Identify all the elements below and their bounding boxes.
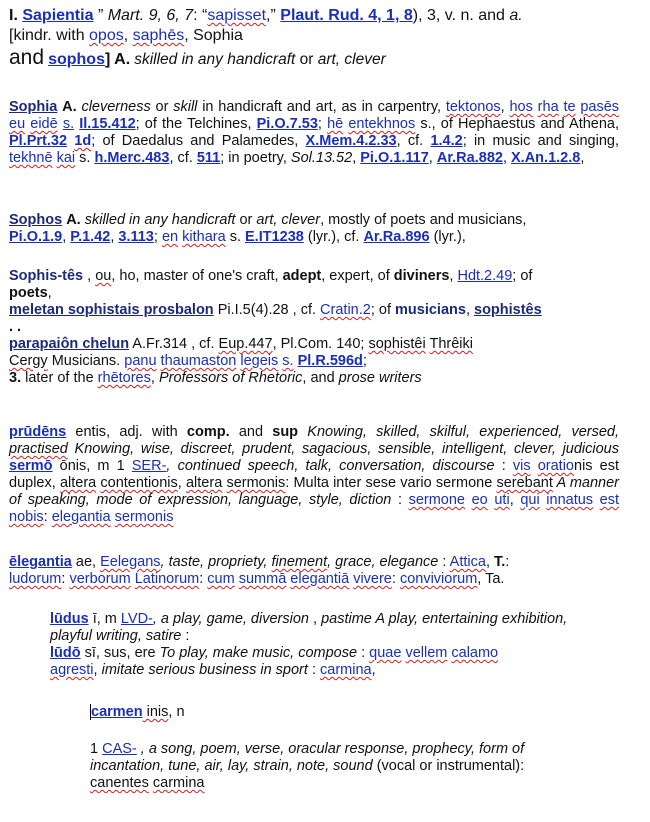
gloss: skill (173, 99, 198, 115)
link-vis[interactable]: vis (512, 458, 531, 474)
headword-elegantia[interactable]: ēlegantia (9, 554, 72, 570)
serebant: serebant (496, 475, 553, 491)
text: ; of the Telchines, (135, 116, 257, 132)
text: ; in poetry, (220, 150, 291, 166)
text: s., of Hephaestus and Athena, (415, 116, 620, 132)
text: ; of (370, 302, 396, 318)
sep: , (371, 662, 376, 678)
definition-2: art, clever (317, 51, 386, 68)
link-kithara[interactable]: kithara (182, 229, 226, 245)
t-abbrev: T. (494, 554, 506, 570)
ref-arra882[interactable]: Ar.Ra.882 (436, 150, 503, 166)
entry-carmen-def (90, 741, 560, 792)
text: (vocal or instrumental): (372, 758, 525, 774)
sep: : (181, 628, 190, 644)
gloss: Knowing, wise, discreet, prudent, sagacious, sensible, intelligent, clever, judicious (67, 441, 619, 457)
link-he[interactable]: hē (327, 116, 344, 132)
sep: : (391, 492, 409, 508)
sep: : (357, 645, 370, 661)
opos-link[interactable]: opos (89, 27, 124, 44)
text: ; (317, 116, 328, 132)
sup: sup (272, 424, 299, 440)
sep: : (199, 571, 208, 587)
text: , mostly of poets and musicians, (320, 212, 527, 228)
headword-prudens[interactable]: prūdēns (9, 424, 67, 440)
sep: , (123, 27, 133, 44)
sep: , (485, 554, 494, 570)
sense-a: ] A. (104, 51, 131, 68)
sep: , (428, 150, 437, 166)
gloss: prose writers (338, 370, 422, 386)
link-sermone[interactable]: sermone (408, 492, 465, 508)
text: (lyr.), (429, 229, 466, 245)
quote-open: “ (202, 7, 208, 24)
text: ae, (71, 554, 101, 570)
phrase-meletan[interactable]: meletan sophistais prosbalon (9, 302, 214, 318)
sense-a: A. (66, 212, 81, 228)
sense-3: 3. (9, 370, 22, 386)
link-legeis[interactable]: legeis (240, 353, 279, 369)
sep: , (47, 285, 52, 301)
text: ; of Daedalus and Palamedes, (91, 133, 306, 149)
ref-arra896[interactable]: Ar.Ra.896 (363, 229, 430, 245)
link-hos[interactable]: hos (509, 99, 533, 115)
colon: : (193, 7, 198, 24)
text: , Ta. (477, 571, 505, 587)
gloss: , a play, game, diversion (152, 611, 309, 627)
quote-mark: ” (97, 7, 104, 24)
ref-hdt[interactable]: Hdt.2.49 (457, 268, 513, 284)
musicians: musicians (395, 302, 466, 318)
link-eide[interactable]: eidē (30, 116, 58, 132)
link-latinorum[interactable]: Latinorum (134, 571, 200, 587)
link-conviviorum[interactable]: conviviorum (399, 571, 478, 587)
entry-sophos (9, 212, 619, 246)
contentionis: contentionis (100, 475, 178, 491)
entry-sapientia (9, 6, 619, 72)
entry-ludus (50, 611, 595, 679)
ref-pio753[interactable]: Pi.O.7.53 (256, 116, 318, 132)
sophistei: sophistêi (368, 336, 426, 352)
finement: finement (271, 554, 328, 570)
gloss: , grace, elegance (327, 554, 439, 570)
link-kai[interactable]: kai (56, 150, 76, 166)
link-agresti[interactable]: agresti (50, 662, 94, 678)
text: in handicraft and art, as in carpentry, (197, 99, 446, 115)
sep: , (580, 150, 585, 166)
sep: , (83, 268, 96, 284)
text: s. (79, 150, 91, 166)
gloss: cleverness (81, 99, 151, 115)
ref-plprt[interactable]: Pl.Prt.32 (9, 133, 68, 149)
text: entis (66, 424, 107, 440)
sep: , (509, 492, 521, 508)
sep: , (62, 229, 71, 245)
sep: : (494, 458, 513, 474)
gloss: , taste, propriety, (160, 554, 272, 570)
link-innatus[interactable]: innatus (546, 492, 594, 508)
text: ; in music and singing, (462, 133, 619, 149)
link-uti[interactable]: uti (494, 492, 510, 508)
text: Musicians. (47, 353, 125, 369)
text: , and (302, 370, 339, 386)
grammar-note: ), 3, v. n. and (412, 7, 510, 24)
link-summa[interactable]: summā (238, 571, 287, 587)
text: , n (168, 704, 185, 720)
text: , expert, of (321, 268, 394, 284)
sapisset-link[interactable]: sapisset (207, 7, 267, 24)
gloss: Knowing, skilled, skilful, experienced, versed, (298, 424, 619, 440)
carmina: carmina (152, 775, 205, 791)
entry-numeral: I. (9, 7, 18, 24)
phrase-parapaion[interactable]: parapaiôn chelun (9, 336, 130, 352)
ref-hmerc[interactable]: h.Merc.483 (94, 150, 170, 166)
link-lvd[interactable]: LVD- (120, 611, 153, 627)
sep: : (307, 662, 321, 678)
text: , cf. (169, 150, 197, 166)
sense-a: A. (62, 99, 77, 115)
ou: ou (95, 268, 112, 284)
text: , adj. with (106, 424, 187, 440)
text: Pi.I.5(4).28 , cf. (213, 302, 321, 318)
headword-ludo[interactable]: lūdō (50, 645, 81, 661)
or: or (295, 51, 318, 68)
link-carmina[interactable]: carmina (320, 662, 372, 678)
text: A.Fr.314 , cf. (129, 336, 219, 352)
link-cas[interactable]: CAS- (102, 741, 137, 757)
link-eo[interactable]: eo (471, 492, 488, 508)
link-en[interactable]: en (161, 229, 179, 245)
sep: , (465, 302, 474, 318)
link-nobis[interactable]: nobis (9, 509, 44, 525)
altera: altera (59, 475, 97, 491)
gloss: , continued speech, talk, conversation, discourse (166, 458, 495, 474)
headword-sophistes: Sophis-tês (9, 268, 84, 284)
ref-1d[interactable]: 1d (74, 133, 92, 149)
text: , Pl.Com. 140; (272, 336, 369, 352)
link-te[interactable]: te (563, 99, 576, 115)
ref-plr[interactable]: Pl.R.596d (297, 353, 363, 369)
link-eu[interactable]: eu (9, 116, 26, 132)
headword-sophos[interactable]: Sophos (9, 212, 63, 228)
adept: adept (282, 268, 322, 284)
quote-close: ,” (266, 7, 276, 24)
headword-sapientia-link[interactable]: Sapientia (22, 7, 94, 24)
sep: , (177, 475, 186, 491)
sep: : (43, 509, 52, 525)
headword-sophia[interactable]: Sophia (9, 99, 58, 115)
sep: ; (153, 229, 162, 245)
diviners: diviners (393, 268, 450, 284)
entry-prudens (9, 424, 619, 526)
link-est[interactable]: est (599, 492, 620, 508)
link-tektonos[interactable]: tektonos (445, 99, 501, 115)
sep: ; (362, 353, 367, 369)
link-cum[interactable]: cum (207, 571, 235, 587)
ref-xan[interactable]: X.An.1.2.8 (511, 150, 581, 166)
sophos-link[interactable]: sophos (48, 51, 105, 68)
link-s[interactable]: s. (62, 116, 75, 132)
sep: : (61, 571, 70, 587)
link-sermo[interactable]: sermō (9, 458, 53, 474)
text: nis (574, 458, 593, 474)
or: or (150, 99, 174, 115)
sep: , (110, 229, 119, 245)
saphes-link[interactable]: saphēs (132, 27, 185, 44)
link-eelegans[interactable]: Eelegans (100, 554, 161, 570)
ellipsis: . . (9, 319, 22, 335)
ref-il[interactable]: Il.15.412 (79, 116, 136, 132)
link-oratio[interactable]: oratio (537, 458, 574, 474)
text: : Multa inter sese vario sermone (285, 475, 497, 491)
sep: : (438, 554, 450, 570)
practised: practised (9, 441, 68, 457)
link-ludorum[interactable]: ludorum (9, 571, 62, 587)
ref-mart: Mart. 9, 6, 7 (107, 7, 194, 24)
gloss: art, clever (256, 212, 321, 228)
entry-sophistes (9, 268, 619, 387)
link-elegantia[interactable]: elegantiā (290, 571, 350, 587)
sep: , (93, 662, 102, 678)
gloss: imitate serious business in sport (101, 662, 308, 678)
ref-511[interactable]: 511 (196, 150, 221, 166)
altera: altera (185, 475, 223, 491)
ref-plaut-link[interactable]: Plaut. Rud. 4, 1, 8 (280, 7, 413, 24)
link-elegantia[interactable]: elegantia (51, 509, 111, 525)
entry-sophia: Sophia A. cleverness or skill in handicraft and art, as in carpentry, tektonos, hos rha te pasēs eu eidē s. Il.15.412; of the Telchines, Pi.O.7.53; hē entekhnos s., of Hephaestus and Athena, Pl.Prt.32 1d; of Daedalus and Palamedes, X.Mem.4.2.33, cf. 1.4.2; in music and singing, tekhnē kai s. h.Merc.483, cf. 511; in poetry, Sol.13.52, Pi.O.1.117, Ar.Ra.882, X.An.1.2.8, (9, 99, 620, 166)
ref-eit[interactable]: E.IT1238 (245, 229, 304, 245)
and-text: and (9, 46, 45, 69)
ref-xmem[interactable]: X.Mem.4.2.33 (305, 133, 397, 149)
text: ; of (512, 268, 533, 284)
definition: skilled in any handicraft (134, 51, 296, 68)
sermonis: sermonis (226, 475, 286, 491)
sep: , (352, 150, 361, 166)
ref-p142[interactable]: P.1.42 (70, 229, 111, 245)
link-tekhne[interactable]: tekhnē (9, 150, 53, 166)
link-sermonis[interactable]: sermonis (114, 509, 174, 525)
or: or (235, 212, 257, 228)
link-rhetores[interactable]: rhētores (97, 370, 151, 386)
gloss: , a song, poem, verse, oracular response, prophecy, form of incantation, tune, air, lay, strain, note, sound (90, 741, 525, 774)
cergy: Cergy (9, 353, 48, 369)
text: later of the (21, 370, 98, 386)
link-pases[interactable]: pasēs (580, 99, 620, 115)
text: and (229, 424, 273, 440)
sep: , (150, 370, 159, 386)
text: (lyr.), cf. (303, 229, 364, 245)
entry-carmen (90, 704, 560, 721)
sophia-text: , Sophia (184, 27, 243, 44)
ref-3113[interactable]: 3.113 (118, 229, 154, 245)
grammar-a: a. (509, 7, 523, 24)
link-sophistes[interactable]: sophistês (474, 302, 542, 318)
link-vellem[interactable]: vellem (405, 645, 448, 661)
link-verborum[interactable]: verborum (69, 571, 131, 587)
text: inis (142, 704, 169, 720)
link-s[interactable]: s. (282, 353, 294, 369)
gloss: Professors of Rhetoric (158, 370, 303, 386)
threiki: Thrêiki (429, 336, 473, 352)
link-calamo[interactable]: calamo (451, 645, 499, 661)
poets: poets (9, 285, 48, 301)
link-attica[interactable]: Attica (449, 554, 486, 570)
headword-ludus[interactable]: lūdus (50, 611, 89, 627)
text: est duplex, (9, 458, 620, 491)
text: sī, sus, ere (80, 645, 160, 661)
text: , cf. (396, 133, 431, 149)
sep: , (308, 611, 322, 627)
link-rha[interactable]: rha (537, 99, 559, 115)
link-vivere[interactable]: vivere (353, 571, 392, 587)
text: ī, m (88, 611, 121, 627)
sense-1: 1 (90, 741, 103, 757)
ref-cratin[interactable]: Cratin.2 (320, 302, 371, 318)
text: ōnis, m 1 (52, 458, 132, 474)
kindred-note: [kindr. with (9, 27, 90, 44)
gloss: A manner of speaking, mode of expression, language, style, diction (9, 475, 619, 508)
text: , ho, master of one's craft, (111, 268, 283, 284)
gloss: pastime A play, entertaining exhibition, playful writing, satire (50, 611, 568, 644)
ref-eup[interactable]: Eup.447 (218, 336, 273, 352)
headword-carmen[interactable]: carmen (91, 704, 143, 720)
sep: : (505, 554, 510, 570)
gloss: skilled in any handicraft (84, 212, 236, 228)
link-thaumaston[interactable]: thaumaston (160, 353, 237, 369)
comp: comp. (186, 424, 230, 440)
link-quae[interactable]: quae (369, 645, 402, 661)
link-entekhnos[interactable]: entekhnos (348, 116, 416, 132)
gloss: To play, make music, compose (159, 645, 358, 661)
sep: : (391, 571, 400, 587)
sep: , (449, 268, 458, 284)
sep: , (502, 150, 512, 166)
canentes: canentes (90, 775, 149, 791)
ref-pio1117[interactable]: Pi.O.1.117 (360, 150, 429, 166)
link-ser[interactable]: SER- (131, 458, 167, 474)
link-panu[interactable]: panu (124, 353, 157, 369)
entry-elegantia (9, 554, 619, 588)
ref-142[interactable]: 1.4.2 (430, 133, 463, 149)
link-qui[interactable]: qui (520, 492, 540, 508)
text: s. (229, 229, 241, 245)
ref-sol: Sol.13.52 (290, 150, 353, 166)
ref-pio19[interactable]: Pi.O.1.9 (9, 229, 63, 245)
